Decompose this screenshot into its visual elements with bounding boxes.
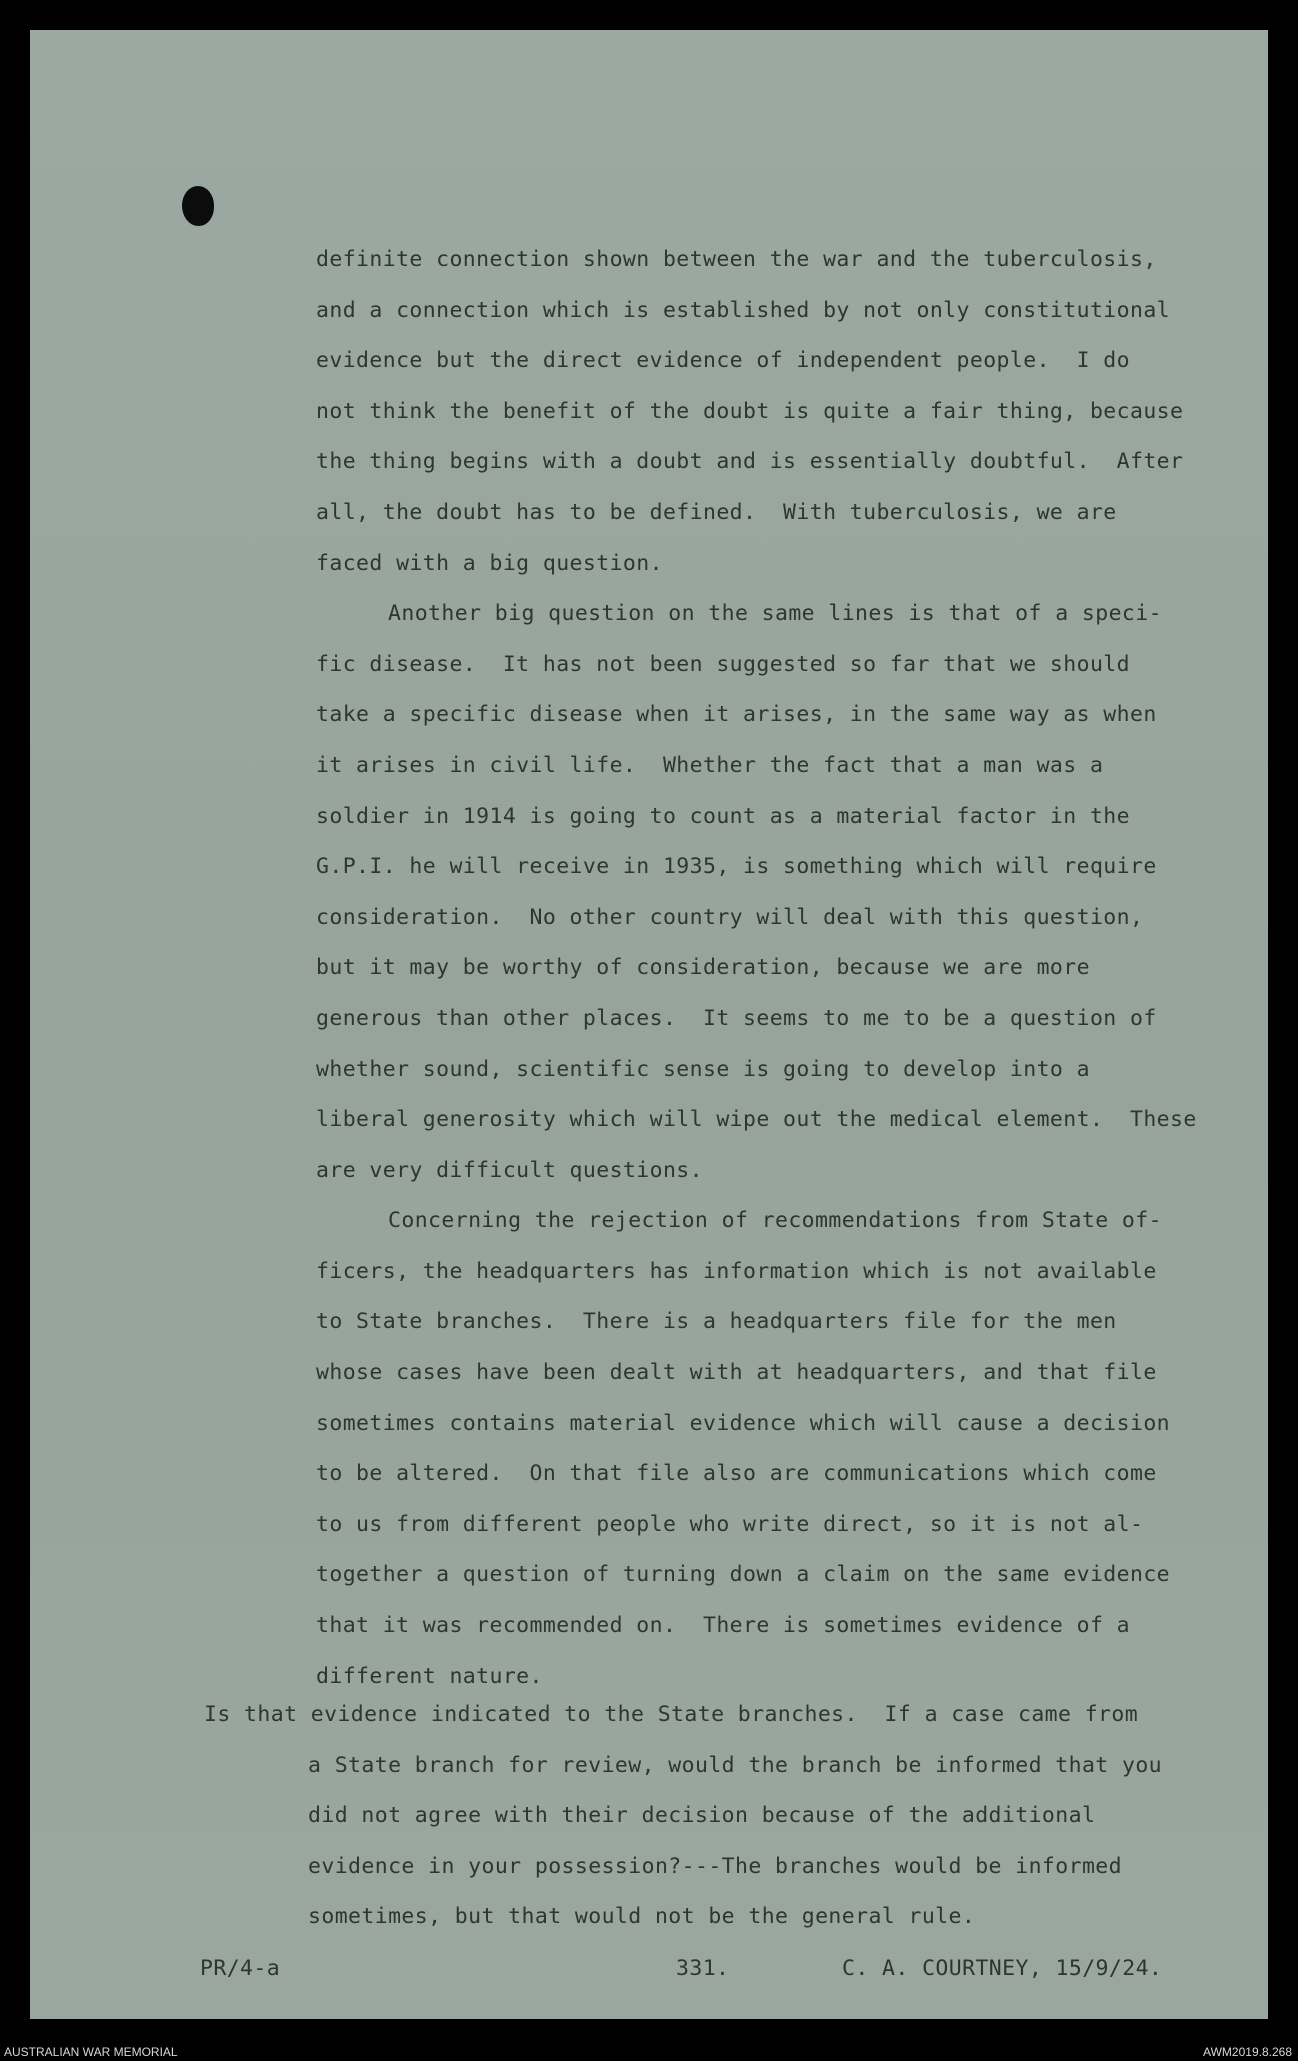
- text-line: different nature.: [316, 1663, 543, 1689]
- text-line: sometimes contains material evidence which will cause a decision: [316, 1410, 1171, 1436]
- paragraph-2: [316, 589, 1296, 1196]
- text-line: that it was recommended on. There is sometimes evidence of a: [316, 1613, 1130, 1639]
- text-line: to be altered. On that file also are communications which come: [316, 1461, 1157, 1487]
- text-line: sometimes, but that would not be the general rule.: [308, 1904, 976, 1930]
- text-line: to State branches. There is a headquarters file for the men: [316, 1309, 1117, 1335]
- text-line: consideration. No other country will deal with this question,: [316, 904, 1144, 930]
- text-line: a State branch for review, would the branch be informed that you: [308, 1752, 1163, 1778]
- text-line: it arises in civil life. Whether the fact that a man was a: [316, 752, 1104, 778]
- text-line: G.P.I. he will receive in 1935, is something which will require: [316, 854, 1157, 880]
- text-line: whose cases have been dealt with at headquarters, and that file: [316, 1360, 1157, 1386]
- text-line: Is that evidence indicated to the State branches. If a case came from: [204, 1702, 1139, 1727]
- file-reference: PR/4-a: [200, 1956, 281, 1981]
- page-number: 331.: [676, 1956, 730, 1981]
- signature-line: C. A. COURTNEY, 15/9/24.: [842, 1956, 1163, 1981]
- text-line: and a connection which is established by not only constitutional: [316, 297, 1171, 323]
- text-line: evidence in your possession?---The branches would be informed: [308, 1853, 1122, 1879]
- paragraph-3: [316, 1196, 1296, 1702]
- paragraph-1: [316, 235, 1296, 589]
- credit-strip: [0, 2041, 1298, 2061]
- body-text: [316, 235, 1296, 1702]
- text-line: generous than other places. It seems to me to be a question of: [316, 1005, 1157, 1031]
- text-line: soldier in 1914 is going to count as a material factor in the: [316, 803, 1130, 829]
- credit-institution: AUSTRALIAN WAR MEMORIAL: [4, 2045, 178, 2059]
- text-line: together a question of turning down a claim on the same evidence: [316, 1562, 1171, 1588]
- question-paragraph: [204, 1690, 1162, 1943]
- document-sheet: [30, 30, 1268, 2019]
- text-line: the thing begins with a doubt and is essentially doubtful. After: [316, 449, 1184, 475]
- text-line: Another big question on the same lines is that of a speci-: [388, 601, 1162, 627]
- text-line: not think the benefit of the doubt is quite a fair thing, because: [316, 398, 1184, 424]
- text-line: all, the doubt has to be defined. With tuberculosis, we are: [316, 499, 1117, 525]
- text-line: take a specific disease when it arises, in the same way as when: [316, 702, 1157, 728]
- text-line: liberal generosity which will wipe out the medical element. These: [316, 1107, 1197, 1133]
- text-line: definite connection shown between the war and the tuberculosis,: [316, 247, 1157, 272]
- text-line: ficers, the headquarters has information which is not available: [316, 1258, 1157, 1284]
- text-line: are very difficult questions.: [316, 1157, 703, 1183]
- text-line: did not agree with their decision because of the additional: [308, 1803, 1096, 1829]
- text-line: whether sound, scientific sense is going to develop into a: [316, 1056, 1090, 1082]
- text-line: Concerning the rejection of recommendations from State of-: [388, 1208, 1162, 1234]
- text-line: but it may be worthy of consideration, because we are more: [316, 955, 1090, 981]
- punch-hole: [182, 186, 214, 226]
- text-line: faced with a big question.: [316, 550, 663, 576]
- text-line: evidence but the direct evidence of independent people. I do: [316, 348, 1130, 374]
- text-line: fic disease. It has not been suggested so far that we should: [316, 651, 1130, 677]
- text-line: to us from different people who write direct, so it is not al-: [316, 1511, 1144, 1537]
- credit-accession: AWM2019.8.268: [1203, 2045, 1292, 2059]
